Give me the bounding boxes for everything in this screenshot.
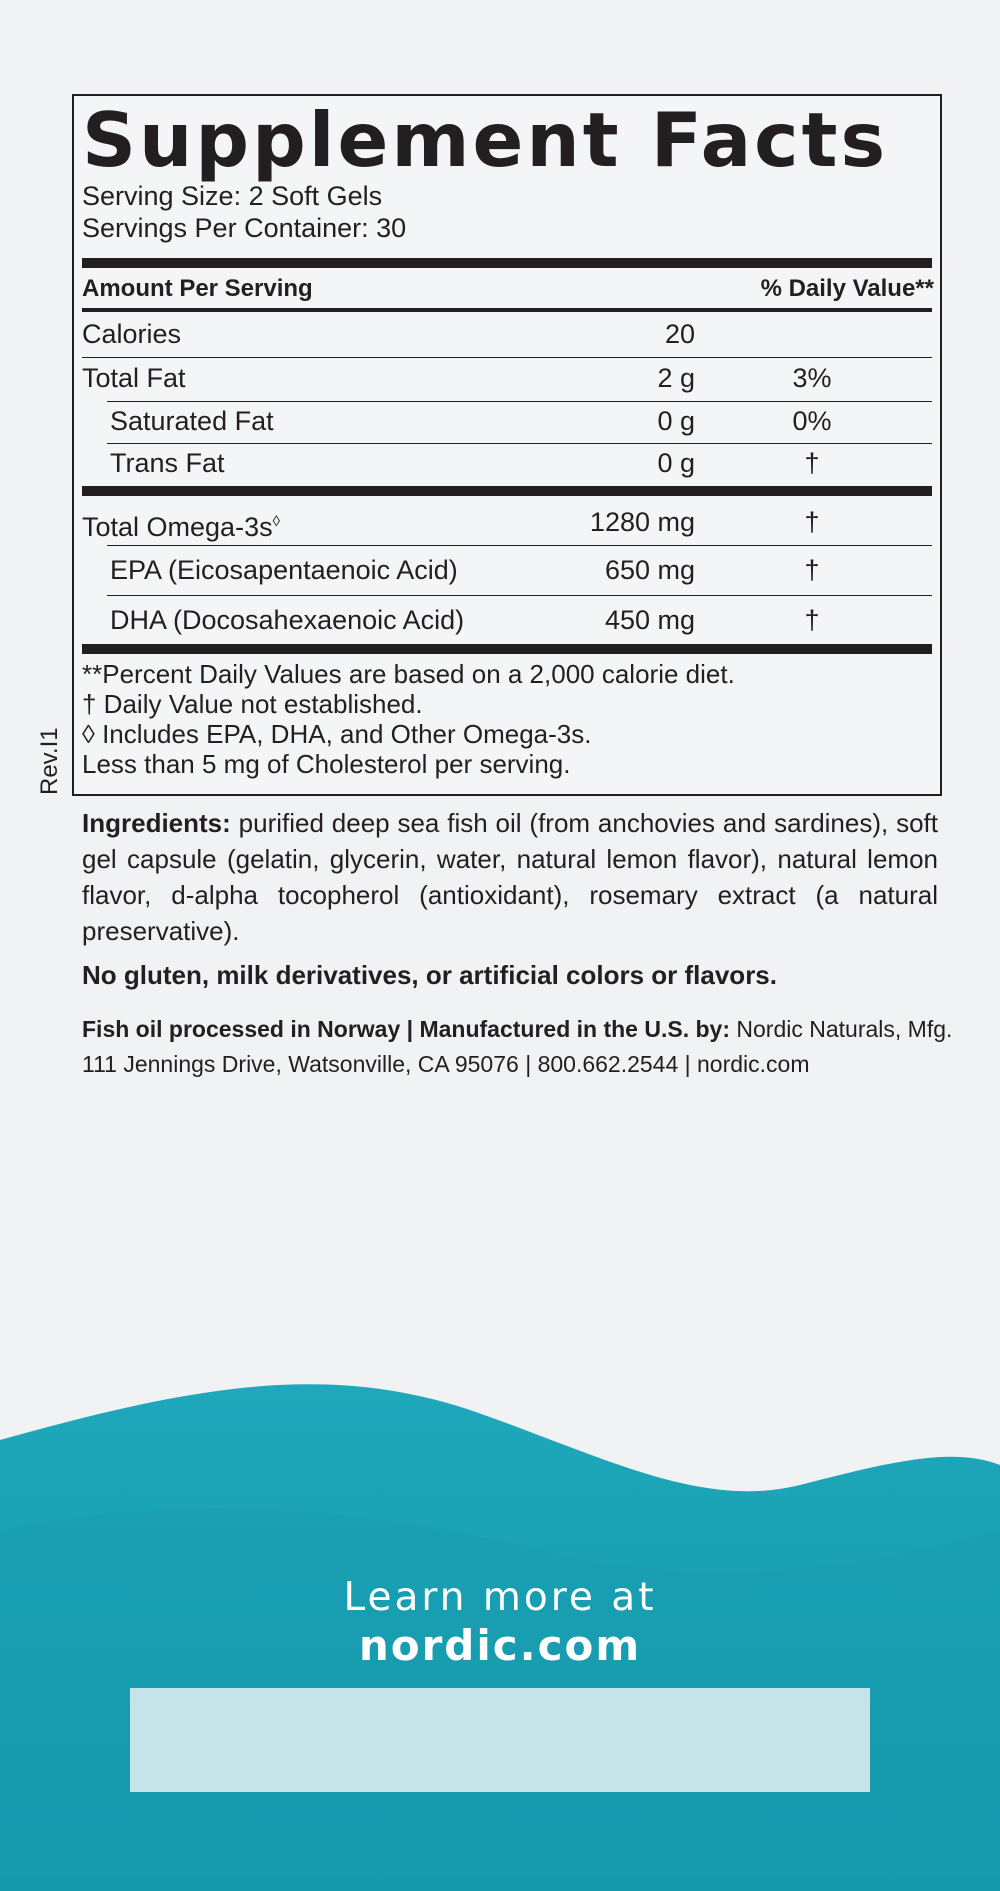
amount-header: Amount Per Serving (82, 275, 313, 302)
footnote-dv: **Percent Daily Values are based on a 2,000 calorie diet. (82, 659, 735, 689)
row-dha-dv: † (804, 605, 820, 635)
row-omega3-label: Total Omega-3s (82, 512, 273, 542)
revision-code: Rev.I1 (36, 727, 63, 795)
row-saturated-fat-amount: 0 g (657, 406, 695, 436)
row-epa-name: EPA (Eicosapentaenoic Acid) (110, 555, 458, 585)
blank-label-panel (130, 1688, 870, 1792)
servings-per-container: Servings Per Container: 30 (82, 213, 407, 243)
row-epa-dv: † (804, 555, 820, 585)
row-dha-amount: 450 mg (604, 605, 695, 635)
row-divider (107, 545, 932, 546)
row-saturated-fat-name: Saturated Fat (110, 406, 274, 436)
row-omega3-amount: 1280 mg (589, 507, 695, 537)
row-divider (107, 401, 932, 402)
serving-size: Serving Size: 2 Soft Gels (82, 181, 383, 211)
ingredients-paragraph (82, 805, 938, 949)
ingredients-label: Ingredients: (82, 808, 231, 838)
free-from-statement: No gluten, milk derivatives, or artificial colors or flavors. (82, 960, 777, 990)
row-omega3-dv: † (804, 507, 820, 537)
manufacturer-name: Nordic Naturals, Mfg. (730, 1016, 953, 1042)
daily-value-header: % Daily Value** (760, 275, 934, 302)
footnote-diamond: ◊ Includes EPA, DHA, and Other Omega-3s. (82, 719, 592, 749)
learn-more-text: Learn more at (343, 1575, 657, 1620)
facts-title: Supplement Facts (82, 96, 889, 184)
footnote-cholesterol: Less than 5 mg of Cholesterol per serving. (82, 749, 571, 779)
row-divider (107, 595, 932, 596)
row-total-fat-amount: 2 g (657, 363, 695, 393)
row-omega3-sup: ◊ (272, 513, 281, 530)
manufacturer-address: 111 Jennings Drive, Watsonville, CA 95076 | 800.662.2544 | nordic.com (82, 1051, 810, 1077)
manufacturer-origin: Fish oil processed in Norway | Manufactured in the U.S. by: (82, 1016, 730, 1042)
row-divider (82, 357, 932, 358)
thick-divider (82, 644, 932, 654)
thick-divider (82, 486, 932, 496)
row-trans-fat-amount: 0 g (657, 448, 695, 478)
supplement-facts-panel (72, 94, 942, 796)
row-saturated-fat-dv: 0% (792, 406, 832, 436)
row-epa-amount: 650 mg (604, 555, 695, 585)
row-divider (107, 443, 932, 444)
footnote-dagger: † Daily Value not established. (82, 689, 423, 719)
row-trans-fat-dv: † (804, 448, 820, 478)
row-calories-name: Calories (82, 319, 182, 349)
row-dha-name: DHA (Docosahexaenoic Acid) (110, 605, 465, 635)
row-total-fat-dv: 3% (792, 363, 832, 393)
manufacturer-line (82, 1010, 952, 1048)
header-divider (82, 308, 932, 312)
learn-more-site: nordic.com (358, 1621, 642, 1670)
row-trans-fat-name: Trans Fat (110, 448, 225, 478)
row-total-fat-name: Total Fat (82, 363, 186, 393)
row-omega3-name (82, 506, 280, 543)
ingredients-text: purified deep sea fish oil (from anchovies and sardines), soft gel capsule (gelatin, glycerin, water, natural lemon flavor), natural lemon flavor, d-alpha tocopherol (antioxidant), rosemary extract (a natural preservative). (82, 808, 938, 946)
row-calories-amount: 20 (664, 319, 695, 349)
thick-divider (82, 258, 932, 268)
